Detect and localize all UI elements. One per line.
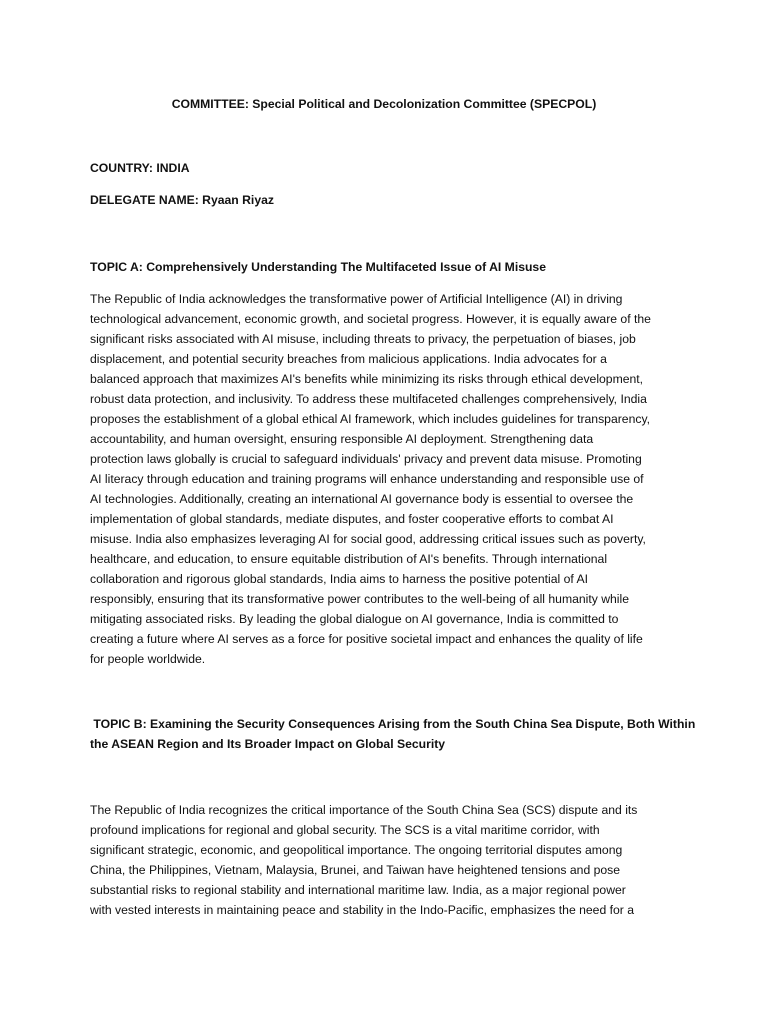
topic-a-paragraph (90, 289, 690, 669)
paragraph-line: China, the Philippines, Vietnam, Malaysia, Brunei, and Taiwan have heightened tensions and pose (90, 863, 621, 877)
paragraph-line: The Republic of India recognizes the critical importance of the South China Sea (SCS) dispute and its (90, 803, 638, 817)
paragraph-line: responsibly, ensuring that its transformative power contributes to the well-being of all humanity while (90, 592, 629, 606)
paragraph-line: for people worldwide. (90, 652, 206, 666)
heading-line: TOPIC B: Examining the Security Consequences Arising from the South China Sea Dispute, Both Within (90, 717, 696, 731)
paragraph-line: profound implications for regional and global security. The SCS is a vital maritime corridor, with (90, 823, 600, 837)
paragraph-line: AI literacy through education and training programs will enhance understanding and responsible use of (90, 472, 644, 486)
paragraph-line: collaboration and rigorous global standards, India aims to harness the positive potential of AI (90, 572, 588, 586)
paragraph-line: proposes the establishment of a global ethical AI framework, which includes guidelines for transparency, (90, 412, 651, 426)
committee-heading: COMMITTEE: Special Political and Decolonization Committee (SPECPOL) (171, 97, 597, 111)
paragraph-line: healthcare, and education, to ensure equitable distribution of AI's benefits. Through international (90, 552, 608, 566)
paragraph-line: with vested interests in maintaining peace and stability in the Indo-Pacific, emphasizes the need for a (90, 903, 635, 917)
paragraph-line: protection laws globally is crucial to safeguard individuals' privacy and prevent data misuse. Promoting (90, 452, 642, 466)
paragraph-line: displacement, and potential security breaches from malicious applications. India advocates for a (90, 352, 607, 366)
paragraph-line: The Republic of India acknowledges the transformative power of Artificial Intelligence (AI) in driving (90, 292, 623, 306)
paragraph-line: misuse. India also emphasizes leveraging AI for social good, addressing critical issues such as poverty, (90, 532, 646, 546)
paragraph-line: substantial risks to regional stability and international maritime law. India, as a major regional power (90, 883, 626, 897)
paragraph-line: robust data protection, and inclusivity. To address these multifaceted challenges comprehensively, India (90, 392, 647, 406)
topic-b-paragraph (90, 800, 690, 920)
delegate-name-line: DELEGATE NAME: Ryaan Riyaz (90, 193, 274, 207)
paragraph-line: implementation of global standards, mediate disputes, and foster cooperative efforts to combat AI (90, 512, 614, 526)
topic-a-heading: TOPIC A: Comprehensively Understanding The Multifaceted Issue of AI Misuse (90, 260, 546, 274)
paragraph-line: accountability, and human oversight, ensuring responsible AI deployment. Strengthening data (90, 432, 594, 446)
topic-b-heading (90, 714, 696, 754)
paragraph-line: mitigating associated risks. By leading the global dialogue on AI governance, India is committed to (90, 612, 619, 626)
paragraph-line: significant risks associated with AI misuse, including threats to privacy, the perpetuation of biases, job (90, 332, 636, 346)
heading-line: the ASEAN Region and Its Broader Impact on Global Security (90, 737, 446, 751)
paragraph-line: significant strategic, economic, and geopolitical importance. The ongoing territorial disputes among (90, 843, 623, 857)
country-line: COUNTRY: INDIA (90, 161, 190, 175)
paragraph-line: technological advancement, economic growth, and societal progress. However, it is equally aware of the (90, 312, 651, 326)
paragraph-line: AI technologies. Additionally, creating an international AI governance body is essential to oversee the (90, 492, 634, 506)
paragraph-line: balanced approach that maximizes AI's benefits while minimizing its risks through ethical development, (90, 372, 644, 386)
paragraph-line: creating a future where AI serves as a force for positive societal impact and enhances the quality of life (90, 632, 643, 646)
